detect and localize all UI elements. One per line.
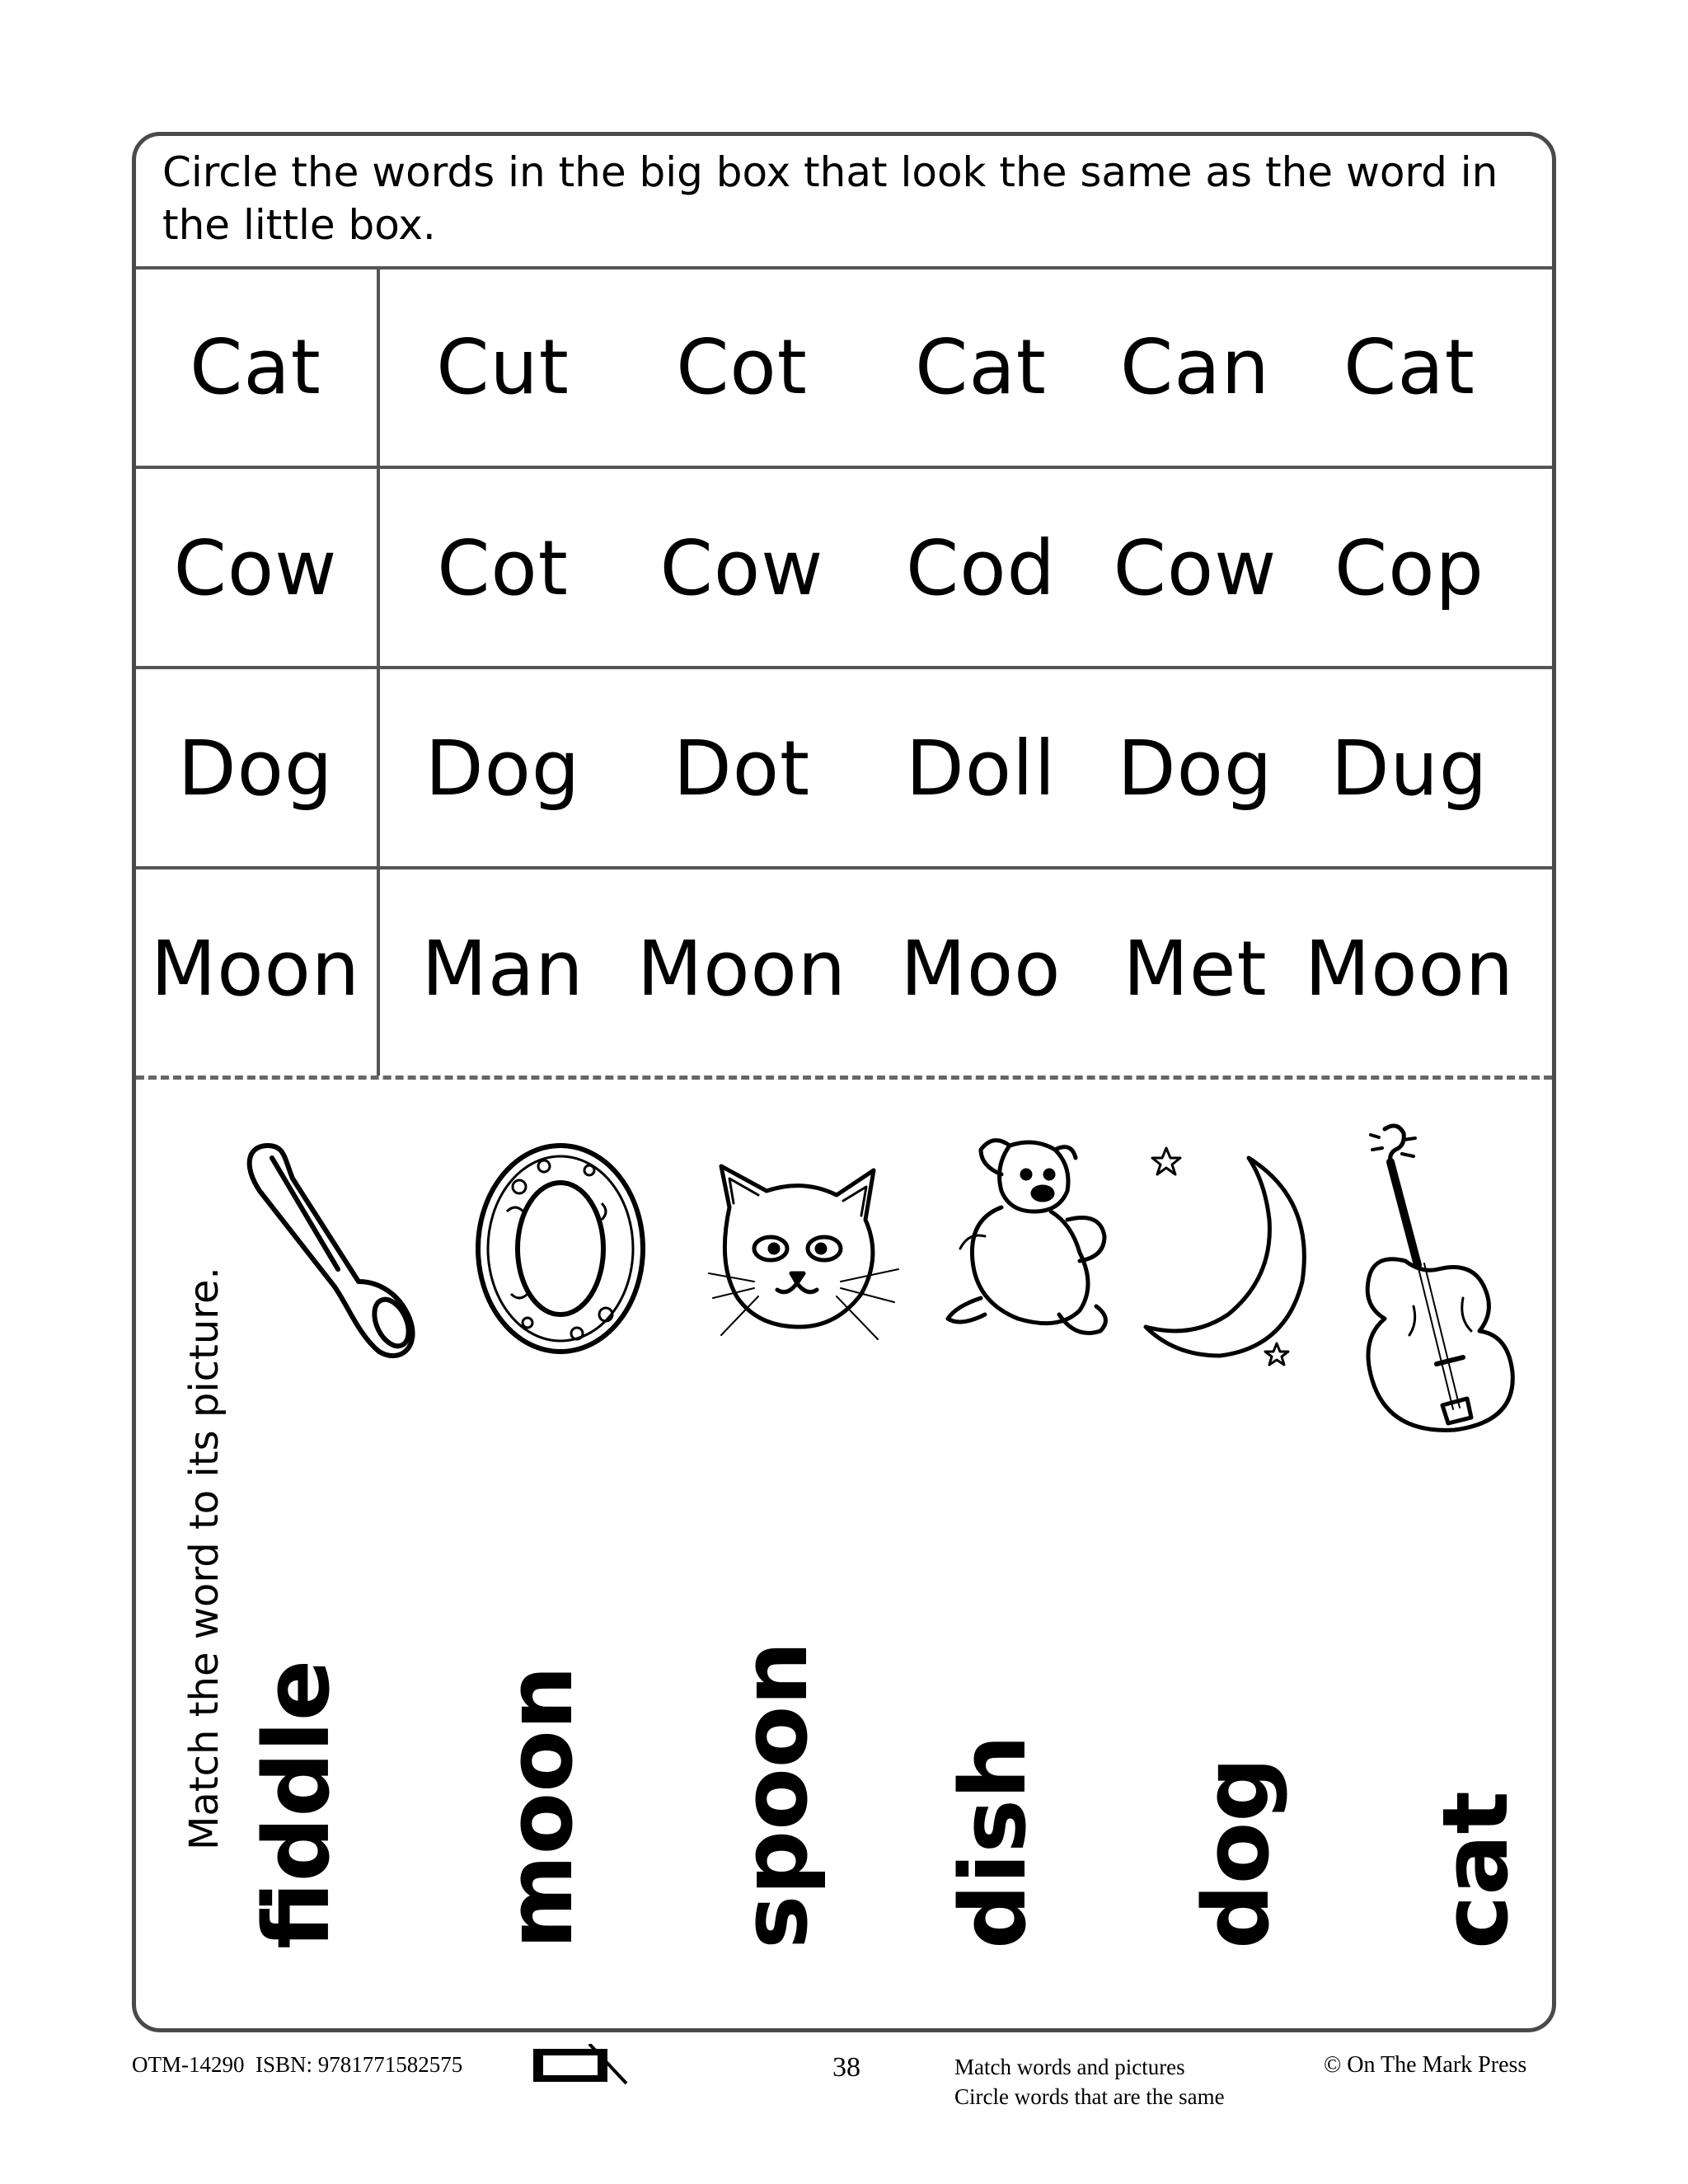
choice-word[interactable]: Moo [900, 924, 1062, 1013]
page-number: 38 [832, 2052, 860, 2083]
target-word: Cat [190, 322, 321, 411]
publisher: © On The Mark Press [1324, 2052, 1527, 2078]
choice-word[interactable]: Moon [1304, 924, 1515, 1013]
choice-word[interactable]: Moon [636, 924, 847, 1013]
footer-description [954, 2052, 1225, 2111]
match-word[interactable]: dog [1184, 1756, 1289, 1949]
word-row [136, 669, 1552, 867]
match-word[interactable]: dish [940, 1734, 1046, 1949]
match-word[interactable]: moon [487, 1665, 593, 1949]
book-logo-icon [532, 2044, 631, 2087]
worksheet-frame [132, 132, 1556, 2032]
word-row [136, 469, 1552, 667]
footer-code [132, 2052, 462, 2078]
choice-word[interactable]: Dug [1330, 724, 1489, 813]
choice-word[interactable]: Cot [437, 523, 569, 612]
choice-word[interactable]: Cat [915, 322, 1047, 411]
word-row [136, 268, 1552, 466]
match-instructions: Match the word to its picture. [181, 1267, 227, 1850]
footer-line-1: Match words and pictures [954, 2055, 1185, 2079]
dog-picture[interactable] [935, 1129, 1133, 1352]
choice-word[interactable]: Cut [436, 322, 570, 411]
match-word[interactable]: cat [1423, 1790, 1528, 1949]
instructions-text: Circle the words in the big box that look the same as the word in the little box. [162, 148, 1498, 249]
match-word[interactable]: fiddle [244, 1659, 349, 1949]
product-code: OTM-14290 [132, 2052, 245, 2077]
target-word: Dog [177, 724, 334, 813]
isbn: ISBN: 9781771582575 [256, 2052, 463, 2077]
choice-word[interactable]: Can [1120, 322, 1270, 411]
moon-picture[interactable] [1142, 1133, 1323, 1380]
choice-word[interactable]: Dot [673, 724, 811, 813]
fiddle-picture[interactable] [1339, 1117, 1529, 1446]
dish-picture[interactable] [470, 1137, 651, 1360]
word-row [136, 869, 1552, 1067]
cat-picture[interactable] [705, 1158, 903, 1347]
spoon-picture[interactable] [235, 1129, 424, 1368]
target-word: Moon [150, 924, 361, 1013]
choice-word[interactable]: Doll [905, 724, 1057, 813]
target-word: Cow [173, 523, 338, 612]
choice-word[interactable]: Cow [1113, 523, 1278, 612]
choice-word[interactable]: Man [421, 924, 584, 1013]
choice-word[interactable]: Cod [906, 523, 1056, 612]
choice-word[interactable]: Cow [659, 523, 824, 612]
match-word[interactable]: spoon [722, 1641, 828, 1949]
choice-word[interactable]: Cat [1343, 322, 1475, 411]
section-divider [136, 1076, 1552, 1080]
choice-word[interactable]: Dog [1117, 724, 1273, 813]
choice-word[interactable]: Met [1123, 924, 1268, 1013]
choice-word[interactable]: Dog [424, 724, 581, 813]
choice-word[interactable]: Cot [676, 322, 808, 411]
choice-word[interactable]: Cop [1334, 523, 1484, 612]
footer-line-2: Circle words that are the same [954, 2084, 1225, 2109]
